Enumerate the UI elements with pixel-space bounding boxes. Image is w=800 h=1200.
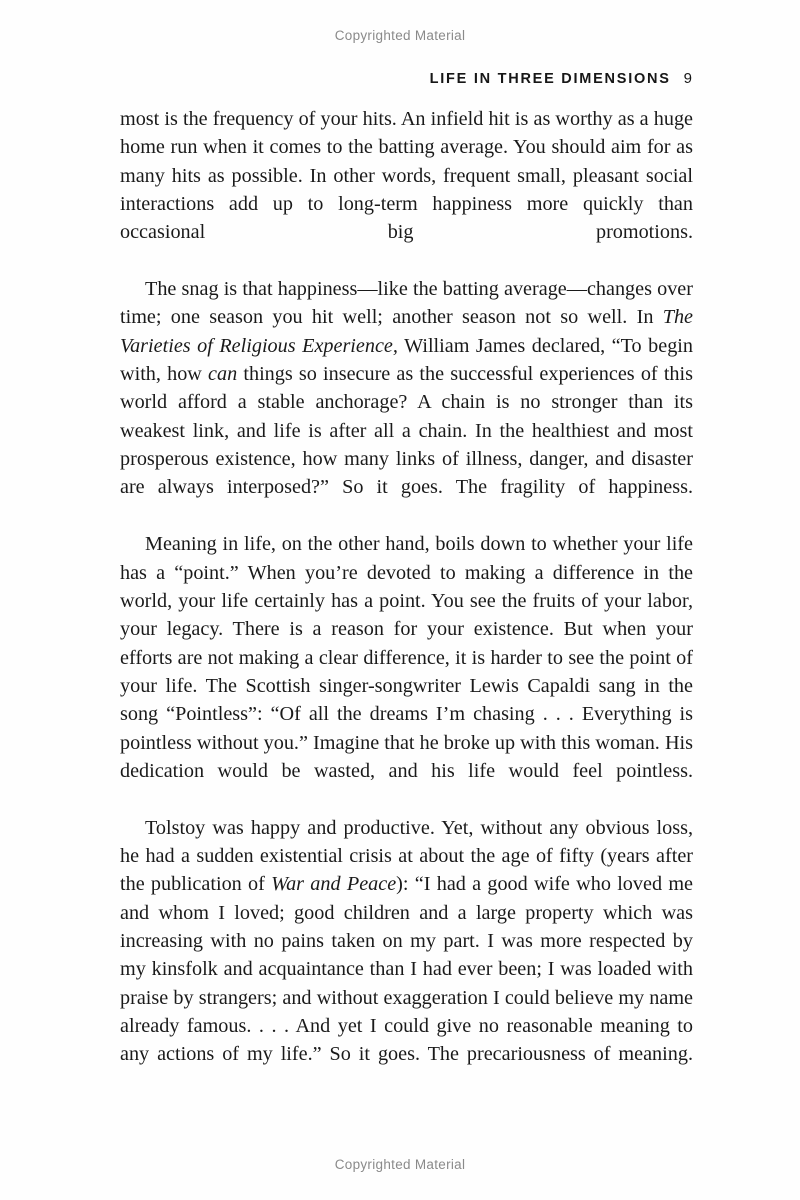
italic-phrase: The Varieties of Religious Experience, xyxy=(120,306,693,357)
copyright-watermark-bottom: Copyrighted Material xyxy=(334,1157,466,1172)
running-head-title: LIFE IN THREE DIMENSIONS xyxy=(429,71,671,87)
paragraph-4: Tolstoy was happy and productive. Yet, without any obvious loss, he had a sudden existential crisis at about the age of fifty (years after the publication of War and Peace): “I had a good wife who loved me and whom I loved; good children and a large property which was increasing with no pains taken on my part. I was more respected by my kinsfolk and acquaintance than I had ever been; I was loaded with praise by strangers; and without exaggeration I could believe my name already famous. . . . And yet I could give no reasonable meaning to any actions of my life.” So it goes. The precariousness of meaning. xyxy=(120,816,693,1066)
paragraph-1: most is the frequency of your hits. An infield hit is as worthy as a huge home run when it comes to the batting average. You should aim for as many hits as possible. In other words, frequent small, pleasant social interactions add up to long-term happiness more quickly than occasional big promotions. xyxy=(120,108,693,244)
paragraph-2: The snag is that happiness—like the batting average—changes over time; one season you hit well; another season not so well. In The Varieties of Religious Experience, William James declared, “To begin with, how can things so insecure as the successful experiences of this world afford a stable anchorage? A chain is no stronger than its weakest link, and life is after all a chain. In the healthiest and most prosperous existence, how many links of illness, danger, and disaster are always interposed?” So it goes. The fragility of happiness. xyxy=(120,278,694,499)
page-number: 9 xyxy=(683,70,692,87)
italic-phrase: can xyxy=(208,363,238,386)
body-text-column xyxy=(120,105,693,1097)
copyright-watermark-top: Copyrighted Material xyxy=(334,28,466,43)
italic-phrase: War and Peace xyxy=(271,873,397,896)
running-head xyxy=(120,70,692,87)
paragraph-3: Meaning in life, on the other hand, boils down to whether your life has a “point.” When you’re devoted to making a difference in the world, your life certainly has a point. You see the fruits of your labor, your legacy. There is a reason for your existence. But when your efforts are not making a clear difference, it is harder to see the point of your life. The Scottish singer-songwriter Lewis Capaldi sang in the song “Pointless”: “Of all the dreams I’m chasing . . . Everything is pointless without you.” Imagine that he broke up with this woman. His dedication would be wasted, and his life would feel pointless. xyxy=(120,533,693,782)
